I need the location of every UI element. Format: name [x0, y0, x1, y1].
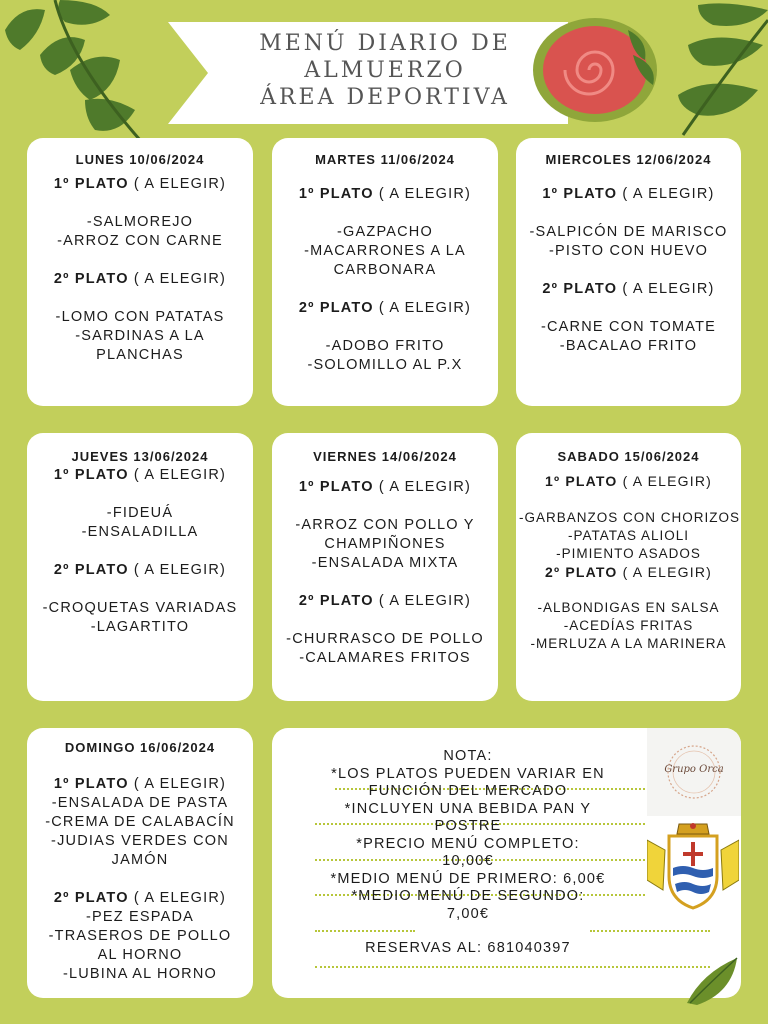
- first-course-label: [274, 478, 496, 497]
- second-course-label: [274, 299, 496, 318]
- second-course-bold: 2º PLATO: [53, 271, 129, 287]
- menu-item: -ENSALADILLA: [81, 524, 199, 540]
- day-card-saturday: [516, 433, 741, 701]
- first-course-rest: ( A ELEGIR): [128, 467, 227, 483]
- note-line: *MEDIO MENÚ DE PRIMERO: 6,00€: [330, 870, 606, 887]
- menu-item: -PIMIENTO ASADOS: [556, 546, 701, 561]
- first-course-label: [516, 472, 741, 491]
- menu-item: -GAZPACHO: [337, 224, 433, 240]
- menu-item: -GARBANZOS CON CHORIZOS: [518, 510, 740, 525]
- second-course-bold: 2º PLATO: [544, 564, 618, 580]
- menu-item: JAMÓN: [111, 852, 169, 868]
- menu-item: -CROQUETAS VARIADAS: [42, 600, 238, 616]
- second-course-label: [29, 889, 251, 908]
- second-course-label: [29, 561, 251, 580]
- second-course-bold: 2º PLATO: [542, 281, 618, 297]
- second-course-rest: ( A ELEGIR): [128, 562, 227, 578]
- day-heading: JUEVES 13/06/2024: [71, 449, 209, 464]
- menu-item: -PEZ ESPADA: [85, 909, 194, 925]
- note-line: POSTRE: [434, 818, 502, 834]
- note-card: [272, 728, 741, 998]
- first-course-bold: 1º PLATO: [53, 176, 129, 192]
- leaf-decoration-top-right: [668, 0, 768, 140]
- day-card-thursday: [27, 433, 253, 701]
- note-line: *LOS PLATOS PUEDEN VARIAR EN: [331, 765, 605, 782]
- first-course-bold: 1º PLATO: [298, 479, 374, 495]
- menu-item: -LUBINA AL HORNO: [62, 966, 218, 982]
- first-course-rest: ( A ELEGIR): [373, 479, 472, 495]
- day-heading: LUNES 10/06/2024: [75, 152, 205, 167]
- second-course-rest: ( A ELEGIR): [128, 890, 227, 906]
- menu-item: -CHURRASCO DE POLLO: [286, 631, 484, 647]
- second-course-rest: ( A ELEGIR): [617, 281, 715, 297]
- menu-item: -PATATAS ALIOLI: [567, 528, 690, 543]
- note-text: [272, 748, 664, 958]
- leaf-decoration-top-left: [0, 0, 160, 150]
- menu-item: -CALAMARES FRITOS: [299, 650, 471, 666]
- menu-item: -TRASEROS DE POLLO: [48, 928, 232, 944]
- second-course-label: [516, 563, 741, 581]
- first-course-label: [274, 185, 496, 204]
- note-line: 10,00€: [442, 853, 494, 869]
- first-course-bold: 1º PLATO: [298, 186, 374, 202]
- day-card-sunday: [27, 728, 253, 998]
- menu-item: -MACARRONES A LA: [304, 243, 466, 259]
- page-title: [215, 30, 555, 111]
- note-line: *PRECIO MENÚ COMPLETO:: [356, 835, 580, 852]
- menu-item: -ADOBO FRITO: [325, 338, 445, 354]
- first-course-rest: ( A ELEGIR): [128, 776, 227, 792]
- second-course-rest: ( A ELEGIR): [128, 271, 227, 287]
- coat-of-arms-icon: [647, 820, 739, 915]
- day-card-tuesday: [272, 138, 498, 406]
- menu-item: -SALPICÓN DE MARISCO: [529, 224, 728, 240]
- menu-item: PLANCHAS: [96, 347, 184, 363]
- menu-item: -PISTO CON HUEVO: [548, 243, 709, 259]
- first-course-label: [518, 185, 739, 204]
- second-course-bold: 2º PLATO: [298, 593, 374, 609]
- note-line: *INCLUYEN UNA BEBIDA PAN Y: [344, 800, 592, 817]
- second-course-bold: 2º PLATO: [53, 562, 129, 578]
- second-course-rest: ( A ELEGIR): [617, 564, 713, 580]
- first-course-label: [29, 775, 251, 794]
- day-card-wednesday: [516, 138, 741, 406]
- day-heading: MARTES 11/06/2024: [315, 152, 455, 167]
- title-line-2: ALMUERZO: [304, 58, 466, 83]
- menu-item: -BACALAO FRITO: [559, 338, 698, 354]
- note-line: 7,00€: [446, 905, 490, 922]
- reservations-phone: RESERVAS AL: 681040397: [365, 940, 571, 956]
- menu-item: -FIDEUÁ: [106, 505, 174, 521]
- menu-item: -LOMO CON PATATAS: [55, 309, 225, 325]
- first-course-label: [29, 466, 251, 485]
- first-course-label: [29, 175, 251, 194]
- menu-item: -ARROZ CON POLLO Y: [295, 517, 475, 533]
- menu-item: -ACEDÍAS FRITAS: [563, 618, 694, 633]
- first-course-rest: ( A ELEGIR): [617, 186, 715, 202]
- leaf-decoration-bottom: [682, 953, 742, 1008]
- first-course-bold: 1º PLATO: [544, 473, 618, 489]
- day-card-monday: [27, 138, 253, 406]
- menu-item: -MERLUZA A LA MARINERA: [530, 636, 727, 651]
- second-course-bold: 2º PLATO: [298, 300, 374, 316]
- second-course-rest: ( A ELEGIR): [373, 300, 472, 316]
- menu-item: -SALMOREJO: [86, 214, 194, 230]
- day-heading: DOMINGO 16/06/2024: [64, 740, 216, 755]
- menu-item: CHAMPIÑONES: [324, 536, 446, 552]
- first-course-bold: 1º PLATO: [53, 467, 129, 483]
- second-course-label: [29, 270, 251, 289]
- menu-item: -CREMA DE CALABACÍN: [45, 814, 235, 830]
- menu-item: CARBONARA: [333, 262, 437, 278]
- note-line: *MEDIO MENÚ DE SEGUNDO:: [351, 888, 585, 904]
- second-course-rest: ( A ELEGIR): [373, 593, 472, 609]
- first-course-rest: ( A ELEGIR): [373, 186, 472, 202]
- menu-item: AL HORNO: [97, 947, 183, 963]
- title-line-1: MENÚ DIARIO DE: [259, 31, 511, 56]
- menu-item: -JUDIAS VERDES CON: [51, 833, 229, 849]
- menu-item: -SOLOMILLO AL P.X: [307, 357, 463, 373]
- menu-item: -ENSALADA DE PASTA: [51, 795, 229, 811]
- first-course-rest: ( A ELEGIR): [617, 473, 713, 489]
- second-course-label: [518, 280, 739, 299]
- second-course-bold: 2º PLATO: [53, 890, 129, 906]
- day-heading: VIERNES 14/06/2024: [313, 449, 457, 464]
- menu-item: -CARNE CON TOMATE: [540, 319, 717, 335]
- day-heading: MIERCOLES 12/06/2024: [545, 152, 712, 167]
- menu-item: -LAGARTITO: [90, 619, 190, 635]
- first-course-bold: 1º PLATO: [542, 186, 618, 202]
- first-course-rest: ( A ELEGIR): [128, 176, 227, 192]
- tomato-icon: [533, 10, 668, 125]
- logo-text: Grupo Orca: [664, 764, 724, 775]
- menu-item: -ENSALADA MIXTA: [311, 555, 459, 571]
- note-line: FUNCIÓN DEL MERCADO: [368, 783, 568, 799]
- second-course-label: [274, 592, 496, 611]
- first-course-bold: 1º PLATO: [53, 776, 129, 792]
- day-heading: SABADO 15/06/2024: [557, 449, 700, 464]
- day-card-friday: [272, 433, 498, 701]
- menu-item: -SARDINAS A LA: [75, 328, 205, 344]
- note-line: NOTA:: [443, 748, 493, 764]
- menu-item: -ALBONDIGAS EN SALSA: [537, 600, 720, 615]
- title-line-3: ÁREA DEPORTIVA: [260, 85, 510, 110]
- menu-item: -ARROZ CON CARNE: [57, 233, 223, 249]
